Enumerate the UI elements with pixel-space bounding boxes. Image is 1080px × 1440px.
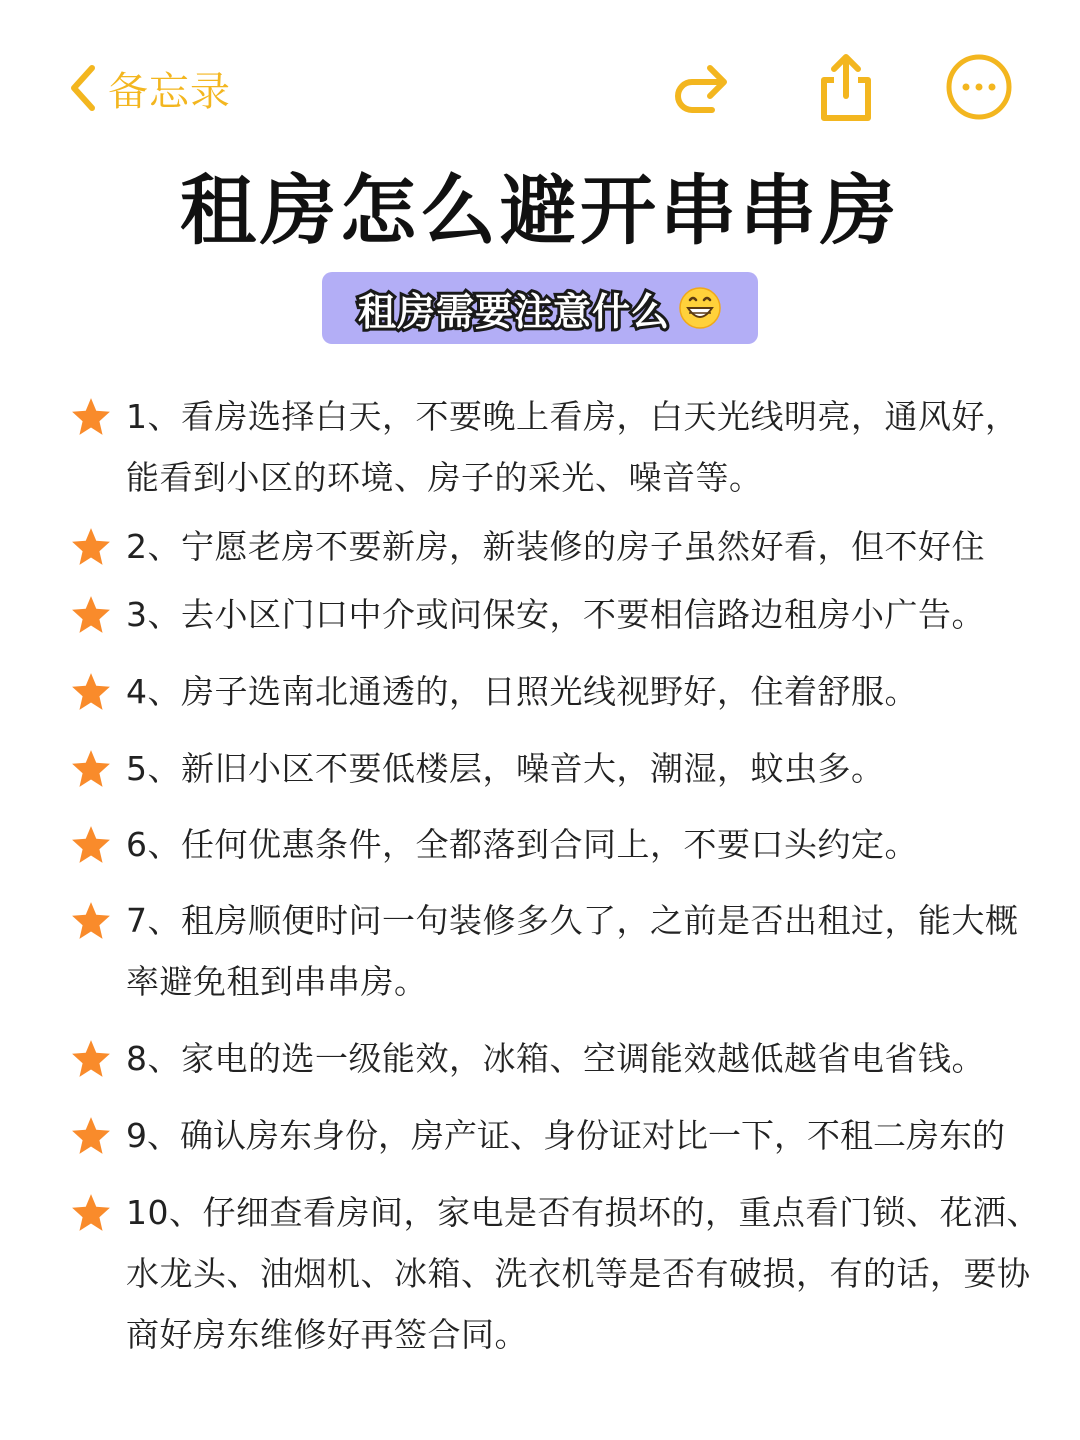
list-item — [70, 1028, 1060, 1089]
list-item-text: 1、看房选择白天，不要晚上看房，白天光线明亮，通风好，能看到小区的环境、房子的采光、噪音等。 — [126, 397, 1019, 497]
list-item — [70, 738, 1060, 799]
star-icon — [70, 900, 112, 942]
star-icon — [70, 594, 112, 636]
star-icon — [70, 1192, 112, 1234]
list-item — [70, 814, 1060, 875]
list-item — [70, 584, 1060, 645]
star-icon — [70, 671, 112, 713]
list-item-text: 2、宁愿老房不要新房，新装修的房子虽然好看，但不好住 — [126, 527, 985, 566]
star-icon — [70, 824, 112, 866]
list-item — [70, 1105, 1060, 1166]
list-item-text: 6、任何优惠条件，全都落到合同上，不要口头约定。 — [126, 825, 918, 864]
list-item-text: 10、仔细查看房间，家电是否有损坏的，重点看门锁、花洒、水龙头、油烟机、冰箱、洗衣机等是否有破损，有的话，要协商好房东维修好再签合同。 — [126, 1193, 1040, 1354]
list-item-text: 5、新旧小区不要低楼层，噪音大，潮湿，蚊虫多。 — [126, 749, 885, 788]
page-title: 租房怎么避开串串房 — [180, 166, 900, 255]
list-item — [70, 1182, 1060, 1365]
star-icon — [70, 1038, 112, 1080]
subtitle-text: 租房需要注意什么 — [357, 289, 670, 334]
star-icon — [70, 748, 112, 790]
list-item — [70, 661, 1060, 722]
list-item — [70, 890, 1060, 1012]
list-item — [70, 516, 1060, 577]
list-item-text: 8、家电的选一级能效，冰箱、空调能效越低越省电省钱。 — [126, 1039, 985, 1078]
list-item-text: 9、确认房东身份，房产证、身份证对比一下，不租二房东的 — [126, 1116, 1005, 1155]
back-label: 备忘录 — [108, 68, 231, 115]
list-item-text: 7、租房顺便时问一句装修多久了，之前是否出租过，能大概率避免租到串串房。 — [126, 901, 1019, 1001]
star-icon — [70, 396, 112, 438]
star-icon — [70, 526, 112, 568]
star-icon — [70, 1115, 112, 1157]
list-item — [70, 386, 1060, 508]
list-item-text: 3、去小区门口中介或问保安，不要相信路边租房小广告。 — [126, 595, 985, 634]
list-item-text: 4、房子选南北通透的，日照光线视野好，住着舒服。 — [126, 672, 918, 711]
